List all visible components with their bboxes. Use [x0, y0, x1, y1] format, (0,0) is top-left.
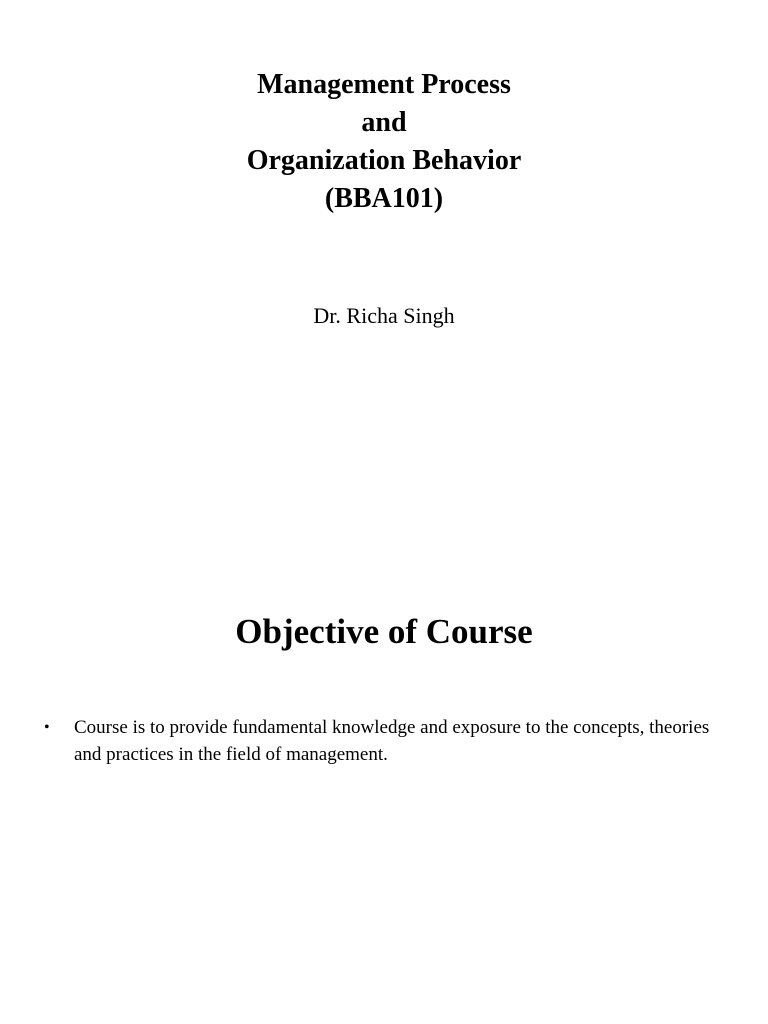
bullet-item	[40, 714, 730, 768]
course-title-line: Management Process	[257, 69, 511, 100]
objective-slide	[0, 512, 768, 1024]
bullet-list	[40, 714, 730, 768]
course-title-line: and	[361, 107, 407, 138]
course-title	[0, 66, 768, 218]
bullet-marker: •	[44, 719, 50, 736]
bullet-text: Course is to provide fundamental knowledge and exposure to the concepts, theories and practices in the field of management.	[74, 717, 710, 765]
slide-heading: Objective of Course	[235, 612, 533, 651]
course-title-line: Organization Behavior	[246, 145, 522, 176]
author-name: Dr. Richa Singh	[313, 303, 455, 328]
course-code: (BBA101)	[324, 183, 444, 214]
